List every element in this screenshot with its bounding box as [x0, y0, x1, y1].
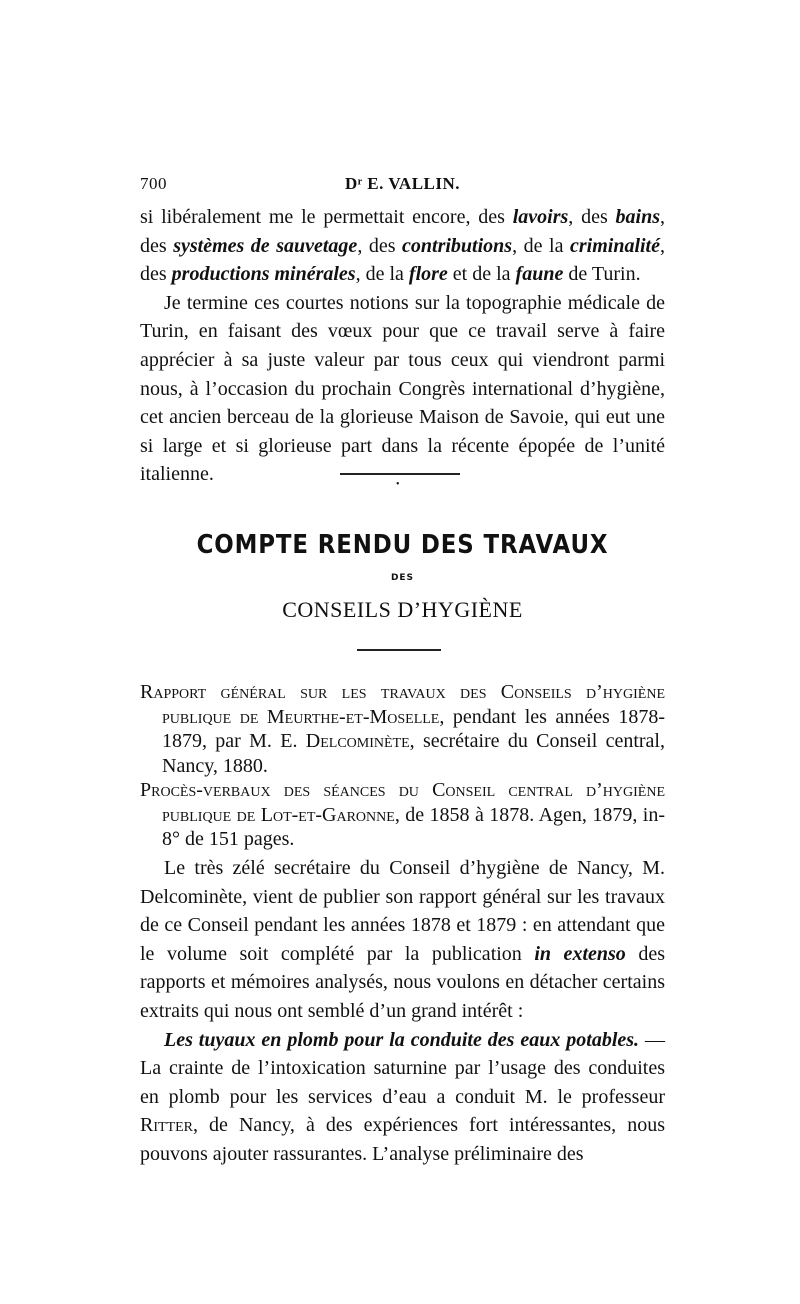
reference-entry	[140, 680, 665, 778]
text-run: et de la	[447, 263, 516, 286]
bibliographic-references	[140, 680, 665, 852]
text-run: Le très zélé secrétaire du Conseil d’hygiène de Nancy, M. Delcominète, vient de publier son rapport général sur les travaux de ce Conseil pendant les années 1878 et 1879 : en attendant que le volume soit complété par la publication	[140, 857, 665, 965]
section-title: COMPTE RENDU DES TRAVAUX	[196, 530, 609, 560]
reference-author: Delcominète	[305, 730, 410, 752]
emphasized-term: flore	[408, 263, 448, 286]
emphasized-term: productions minérales	[171, 263, 356, 286]
emphasized-term: contributions	[402, 234, 513, 257]
page-number: 700	[140, 174, 167, 193]
divider-ornament: •	[396, 479, 400, 490]
body-text	[140, 854, 665, 1169]
emphasized-term: criminalité	[569, 234, 660, 257]
reference-title: Rapport général sur les travaux des Conseils d’hygiène publique de Meurthe-et-Moselle,	[140, 681, 665, 728]
text-run: , des	[357, 234, 403, 257]
emphasized-term: systèmes de sauvetage	[173, 234, 358, 257]
section-title-connector: DES	[390, 573, 415, 583]
person-name: Ritter	[140, 1114, 193, 1137]
intro-paragraph	[140, 203, 665, 289]
reference-details: de 1858 à 1878. Agen, 1879, in-8° de 151 pages.	[162, 803, 666, 850]
text-run: des rapports et mémoires analysés, nous voulons en détacher certains extraits qui nous ont semblé d’un grand intérêt :	[140, 942, 665, 1022]
running-title: Dʳ E. VALLIN.	[344, 174, 461, 193]
reference-entry	[140, 778, 665, 852]
section-subtitle: CONSEILS D’HYGIÈNE	[282, 597, 523, 622]
subtitle-divider	[357, 649, 441, 651]
emphasized-term: bains	[615, 206, 660, 228]
text-run: de Turin.	[563, 263, 641, 286]
text-run: si libéralement me le permettait encore, des	[140, 206, 513, 228]
text-run: , de la	[512, 234, 570, 257]
closing-paragraph: Je termine ces courtes notions sur la topographie médicale de Turin, en faisant des vœux pour que ce travail serve à faire apprécier à sa juste valeur par tous ceux qui viendront parmi nous, à l’occasion du prochain Congrès international d’hygiène, cet ancien berceau de la glorieuse Maison de Savoie, qui eut une si large et si glorieuse part dans la récente épopée de l’unité italienne.	[140, 291, 665, 486]
text-run: , de la	[355, 263, 409, 286]
emphasized-term: in extenso	[534, 942, 626, 965]
emphasized-term: faune	[515, 263, 564, 286]
body-paragraph	[140, 854, 665, 1026]
reference-title: Procès-verbaux des séances du Conseil central d’hygiène publique de Lot-et-Garonne,	[140, 779, 665, 826]
emphasized-term: lavoirs	[512, 206, 569, 228]
reference-details: pendant les années 1878-1879, par M. E.	[162, 705, 665, 752]
text-run: , des	[140, 234, 665, 286]
text-run: , de Nancy, à des expériences fort intéressantes, nous pouvons ajouter rassurantes. L’analyse préliminaire des	[140, 1114, 665, 1165]
intro-text	[140, 203, 665, 489]
body-paragraph	[140, 1026, 665, 1169]
emphasized-term: Les tuyaux en plomb pour la conduite des eaux potables.	[164, 1028, 640, 1051]
running-header	[140, 174, 665, 198]
text-run: — La crainte de l’intoxication saturnine par l’usage des conduites en plomb pour les services d’eau a conduit M. le professeur	[140, 1028, 665, 1108]
reference-publisher: , secrétaire du Conseil central, Nancy, 1880.	[162, 730, 665, 777]
text-run: , des	[140, 206, 665, 257]
section-divider	[340, 473, 460, 475]
text-run: , des	[568, 206, 616, 228]
